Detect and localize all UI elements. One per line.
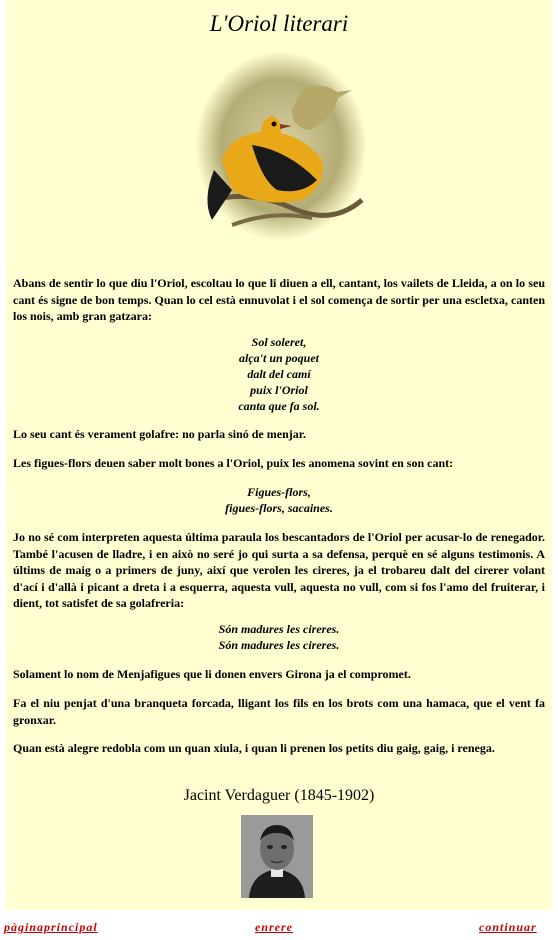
- author-portrait-photo: [241, 815, 313, 898]
- verse-line: dalt del camí: [247, 367, 311, 381]
- paragraph-figues: Les figues-flors deuen saber molt bones a l'Oriol, puix les anomena sovint en son cant:: [13, 456, 454, 470]
- page-title: L'Oriol literari: [209, 11, 349, 36]
- verse-line: Són madures les cireres.: [218, 622, 340, 636]
- verse-cireres: [6, 621, 552, 653]
- verse-line: Sol soleret,: [251, 335, 307, 349]
- verse-line: figues-flors, sacaines.: [225, 501, 333, 515]
- oriole-bird-illustration: [192, 50, 370, 243]
- verse-sol-soleret: [6, 334, 552, 414]
- home-page-link[interactable]: pàginaprincipal: [4, 920, 98, 934]
- verse-figues-flors: [6, 484, 552, 516]
- paragraph-alegre: Quan està alegre redobla com un quan xiula, i quan li prenen los petits diu gaig, gaig, i renega.: [13, 741, 495, 755]
- verse-line: canta que fa sol.: [238, 399, 320, 413]
- verse-line: puix l'Oriol: [250, 383, 308, 397]
- verse-line: Figues-flors,: [247, 485, 311, 499]
- paragraph-renegador: Jo no sé com interpreten aquesta última paraula los bescantadors de l'Oriol per acusar-lo de renegador. També l'acusen de lladre, i en això no seré jo qui surta a sa defensa, perquè en sé alguns testimonis. A últims de maig o a primers de juny, així que verolen les cireres, ja el trobareu dalt del cirerer volant d'ací i d'allà i picant a dreta i a esquerra, aquesta vull, aquesta no vull, com si fos l'amo del fruiterar, i dient, tot satisfet de sa golafreria:: [13, 530, 545, 611]
- author-name: Jacint Verdaguer (1845-1902): [183, 787, 375, 804]
- verse-line: Són madures les cireres.: [218, 638, 340, 652]
- paragraph-niu: Fa el niu penjat d'una branqueta forcada, lligant los fils en los brots com una hamaca, que el vent fa gronxar.: [13, 696, 545, 727]
- paragraph-menjafigues: Solament lo nom de Menjafigues que li donen envers Girona ja el compromet.: [13, 667, 411, 681]
- paragraph-intro: Abans de sentir lo que diu l'Oriol, escoltau lo que li diuen a ell, cantant, los vailets de Lleida, a on lo seu cant és signe de bon temps. Quan lo cel està ennuvolat i el sol comença de sortir per una escletxa, canten los nois, amb gran gatzara:: [13, 276, 545, 324]
- verse-line: alça't un poquet: [238, 351, 319, 365]
- content-panel: [6, 0, 552, 910]
- paragraph-golafre: Lo seu cant és verament golafre: no parla sinó de menjar.: [13, 427, 306, 441]
- back-link[interactable]: enrere: [255, 920, 293, 934]
- continue-link[interactable]: continuar: [479, 920, 537, 934]
